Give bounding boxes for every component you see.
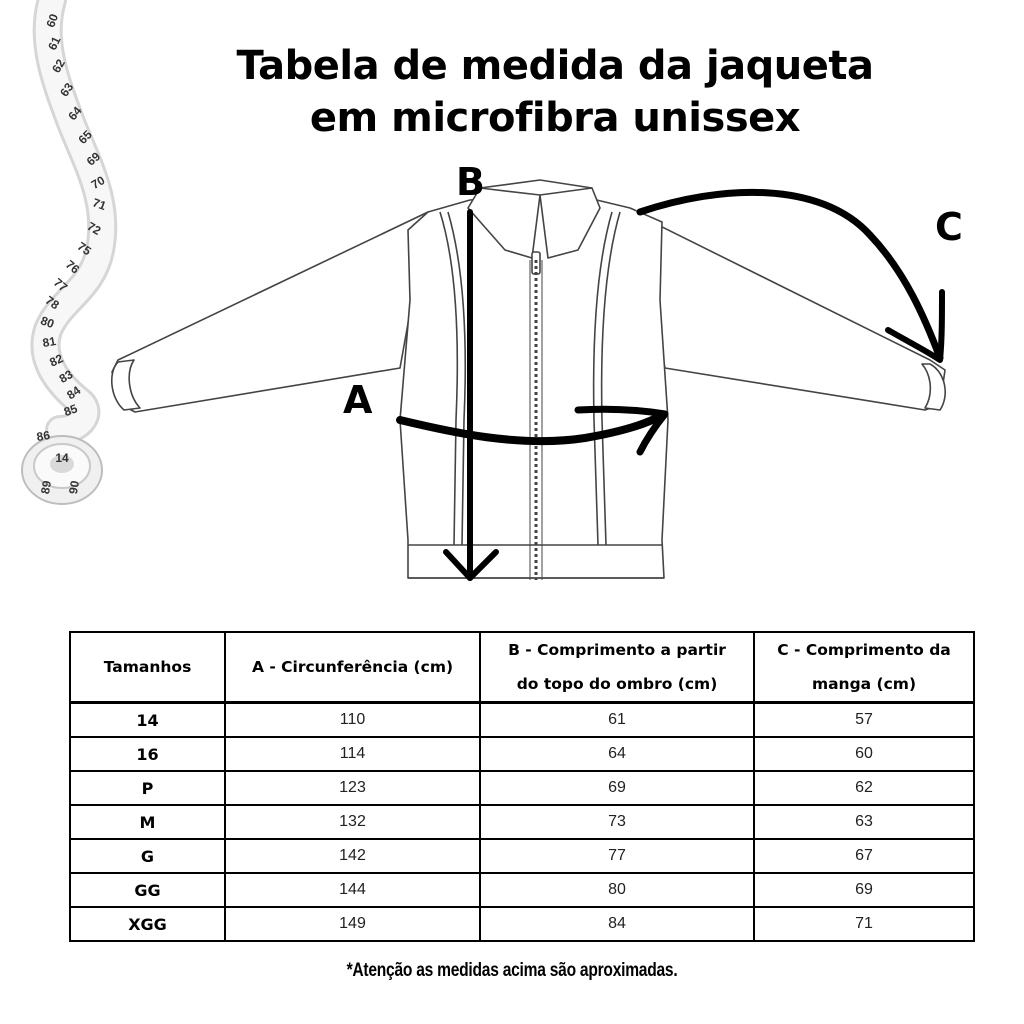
cell-c: 60 <box>754 737 974 771</box>
cell-a: 114 <box>225 737 480 771</box>
header-c <box>754 632 974 703</box>
cell-size: P <box>70 771 225 805</box>
header-sizes <box>70 632 225 703</box>
table-row <box>70 873 974 907</box>
cell-b: 73 <box>480 805 754 839</box>
header-b <box>480 632 754 703</box>
tape-number: 78 <box>42 293 62 313</box>
table-row <box>70 771 974 805</box>
tape-number: 72 <box>84 219 104 238</box>
tape-number: 64 <box>65 103 85 124</box>
cell-c: 62 <box>754 771 974 805</box>
tape-number: 90 <box>66 479 83 496</box>
cell-b: 80 <box>480 873 754 907</box>
tape-number: 77 <box>50 275 71 295</box>
cell-size: M <box>70 805 225 839</box>
cell-c: 71 <box>754 907 974 941</box>
left-sleeve <box>112 212 428 412</box>
title-line-1: Tabela de medida da jaqueta <box>236 43 874 89</box>
tape-number: 82 <box>47 351 66 370</box>
tape-number: 71 <box>90 195 109 214</box>
tape-number: 80 <box>38 313 57 332</box>
header-b-line-1: B - Comprimento a partir <box>508 641 726 659</box>
tape-number: 89 <box>38 479 55 496</box>
label-b: B <box>456 160 485 204</box>
measuring-tape-image <box>22 0 108 504</box>
cell-size: G <box>70 839 225 873</box>
header-a <box>225 632 480 703</box>
label-a: A <box>343 378 373 422</box>
cell-a: 110 <box>225 703 480 738</box>
right-sleeve <box>632 212 945 410</box>
tape-number: 85 <box>61 401 80 420</box>
table-row <box>70 839 974 873</box>
header-c-line-2: manga (cm) <box>811 675 917 693</box>
cell-c: 69 <box>754 873 974 907</box>
disclaimer-note: *Atenção as medidas acima são aproximadas. <box>346 960 678 981</box>
cell-c: 57 <box>754 703 974 738</box>
cell-c: 67 <box>754 839 974 873</box>
header-b-line-2: do topo do ombro (cm) <box>516 675 718 693</box>
tape-number: 14 <box>55 451 69 465</box>
cell-b: 69 <box>480 771 754 805</box>
header-a-label: A - Circunferência (cm) <box>251 658 454 676</box>
cell-size: GG <box>70 873 225 907</box>
tape-number: 75 <box>74 239 94 259</box>
tape-number: 81 <box>41 334 58 351</box>
table-row <box>70 907 974 941</box>
tape-number: 86 <box>35 428 52 445</box>
table-header-row <box>70 632 974 703</box>
tape-number: 61 <box>45 34 64 53</box>
tape-number: 60 <box>43 11 62 30</box>
header-sizes-label: Tamanhos <box>103 658 192 676</box>
table-row <box>70 805 974 839</box>
cell-b: 84 <box>480 907 754 941</box>
cell-size: 14 <box>70 703 225 738</box>
cell-a: 144 <box>225 873 480 907</box>
header-c-line-1: C - Comprimento da <box>777 641 951 659</box>
tape-number: 84 <box>64 383 84 403</box>
tape-number: 70 <box>88 173 108 192</box>
cell-size: XGG <box>70 907 225 941</box>
cell-a: 123 <box>225 771 480 805</box>
jacket-drawing <box>112 180 945 580</box>
size-table <box>69 631 975 942</box>
tape-number: 65 <box>75 127 95 147</box>
cell-b: 61 <box>480 703 754 738</box>
table-row <box>70 703 974 738</box>
title-line-2: em microfibra unissex <box>309 95 801 141</box>
tape-number: 76 <box>62 257 83 277</box>
cell-b: 64 <box>480 737 754 771</box>
table-row <box>70 737 974 771</box>
cell-c: 63 <box>754 805 974 839</box>
tape-number: 83 <box>56 367 76 386</box>
tape-number: 69 <box>83 149 104 169</box>
tape-number: 63 <box>57 80 77 100</box>
cell-a: 149 <box>225 907 480 941</box>
tape-number: 62 <box>49 56 68 76</box>
cell-a: 132 <box>225 805 480 839</box>
cell-b: 77 <box>480 839 754 873</box>
label-c: C <box>935 205 963 249</box>
cell-a: 142 <box>225 839 480 873</box>
cell-size: 16 <box>70 737 225 771</box>
